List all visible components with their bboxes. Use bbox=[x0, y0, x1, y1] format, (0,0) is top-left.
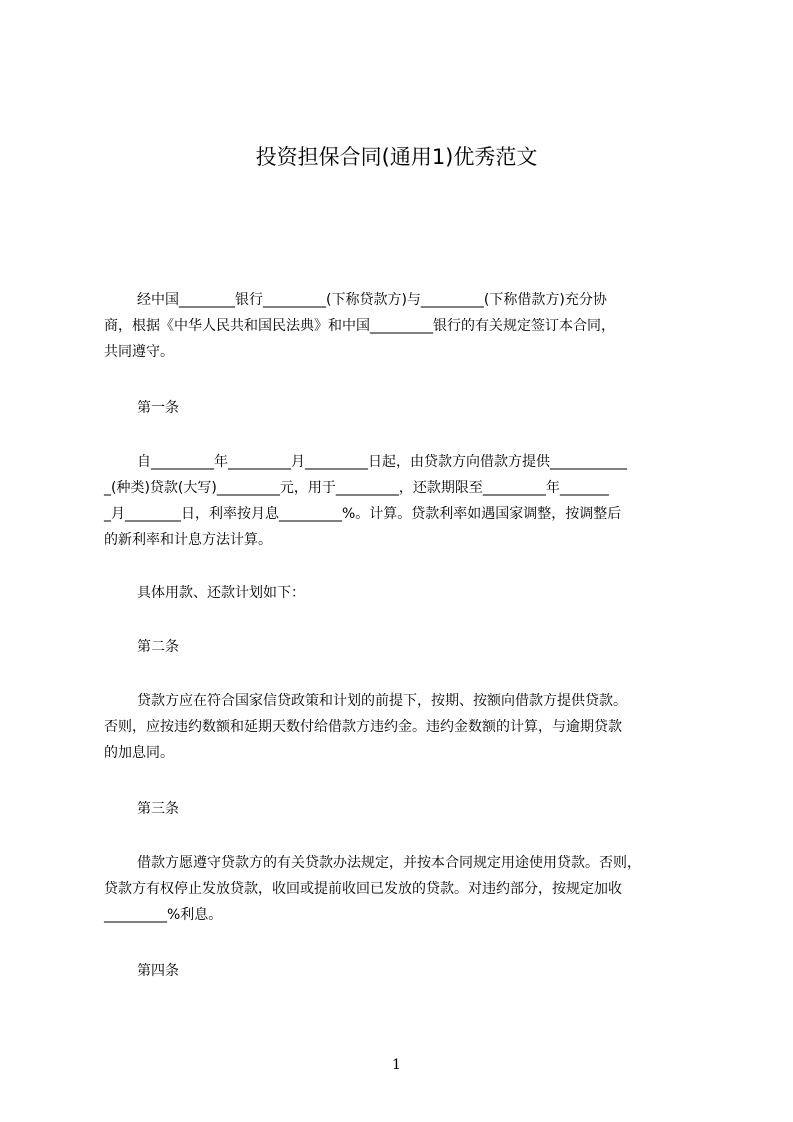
article-2-paragraph bbox=[104, 688, 700, 766]
article-1-line-1: 自_________年_________月_________日起，由贷款方向借款方提供___________ bbox=[137, 454, 627, 470]
article-1-paragraph bbox=[104, 449, 700, 553]
article-3-paragraph bbox=[104, 850, 700, 928]
article-3-line-3: _________%利息。 bbox=[104, 907, 223, 923]
repayment-plan-text: 具体用款、还款计划如下： bbox=[137, 585, 305, 601]
article-2-line-1: 贷款方应在符合国家信贷政策和计划的前提下，按期、按额向借款方提供贷款。 bbox=[137, 693, 627, 709]
intro-paragraph bbox=[104, 287, 700, 365]
intro-line-1: 经中国________银行_________(下称贷款方)与_________(下称借款方)充分协 bbox=[137, 292, 607, 308]
article-1-heading: 第一条 bbox=[137, 400, 179, 416]
article-4-heading: 第四条 bbox=[137, 963, 179, 979]
article-3-line-2: 贷款方有权停止发放贷款，收回或提前收回已发放的贷款。对违约部分，按规定加收 bbox=[104, 881, 622, 897]
article-3-heading: 第三条 bbox=[137, 801, 179, 817]
article-2-line-2: 否则，应按违约数额和延期天数付给借款方违约金。违约金数额的计算，与逾期贷款 bbox=[104, 719, 622, 735]
document-title: 投资担保合同(通用1)优秀范文 bbox=[255, 145, 538, 169]
article-1-line-4: 的新利率和计息方法计算。 bbox=[104, 532, 272, 548]
article-1-line-3: _月________日，利率按月息_________%。计算。贷款利率如遇国家调整，按调整后 bbox=[104, 506, 622, 522]
intro-line-3: 共同遵守。 bbox=[104, 344, 174, 360]
article-2-heading: 第二条 bbox=[137, 639, 179, 655]
article-1-line-2: _(种类)贷款(大写)_________元，用于_________，还款期限至_________年_______ bbox=[104, 480, 609, 496]
article-3-line-1: 借款方愿遵守贷款方的有关贷款办法规定，并按本合同规定用途使用贷款。否则， bbox=[137, 855, 641, 871]
page-number: 1 bbox=[392, 1057, 401, 1073]
intro-line-2: 商，根据《中华人民共和国民法典》和中国_________银行的有关规定签订本合同， bbox=[104, 318, 615, 334]
article-2-line-3: 的加息同。 bbox=[104, 745, 174, 761]
